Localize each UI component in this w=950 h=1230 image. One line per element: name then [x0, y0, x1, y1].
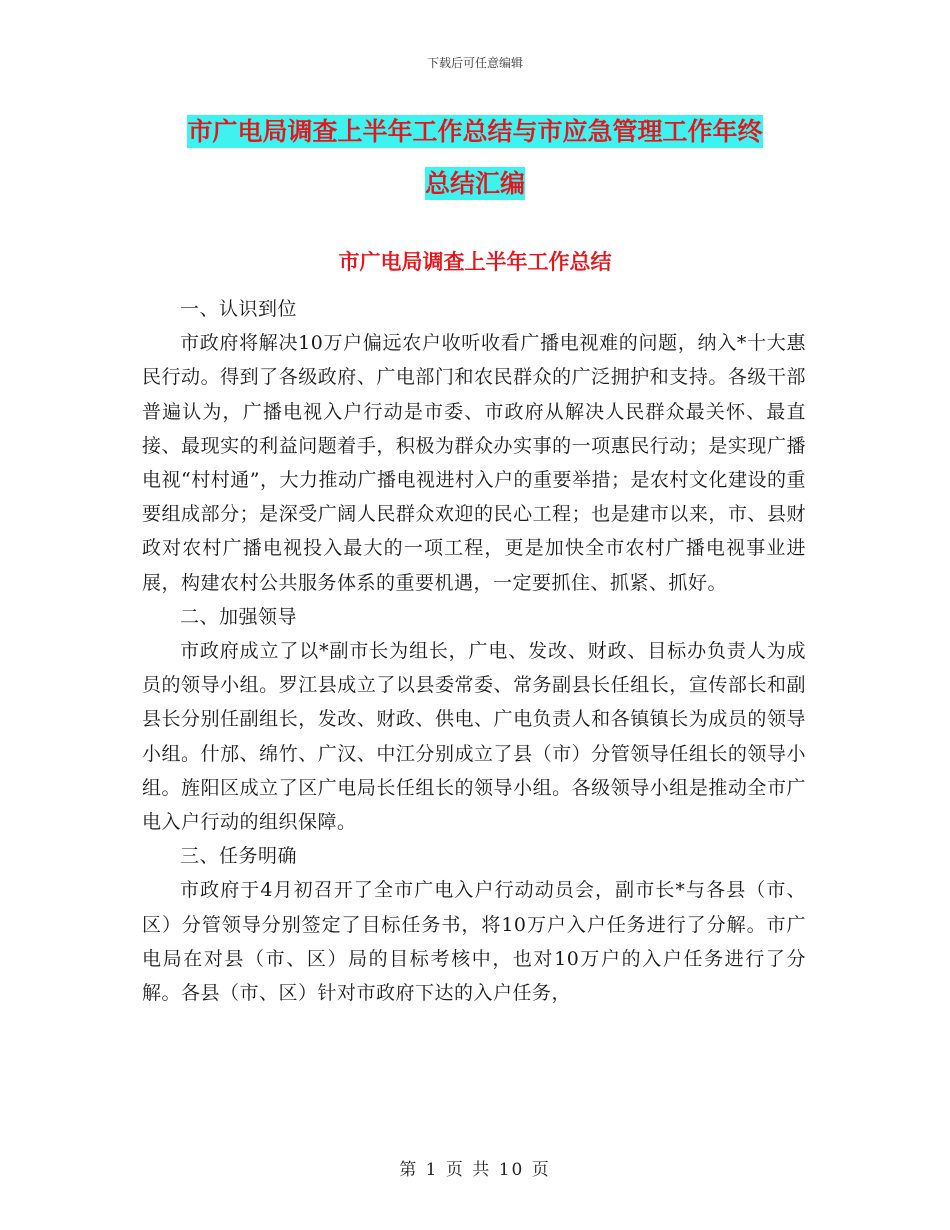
page-number-footer: 第 1 页 共 10 页: [399, 1160, 551, 1180]
document-body: [142, 292, 806, 1010]
heading-tasks: 三、任务明确: [180, 845, 298, 868]
paragraph-recognition: 市政府将解决10万户偏远农户收听收看广播电视难的问题，纳入*十大惠民行动。得到了各级政府、广电部门和农民群众的广泛拥护和支持。各级干部普遍认为，广播电视入户行动是市委、市政府从解决人民群众最关怀、最直接、最现实的利益问题着手，积极为群众办实事的一项惠民行动；是实现广播电视“村村通”，大力推动广播电视进村入户的重要举措；是农村文化建设的重要组成部分；是深受广阔人民群众欢迎的民心工程；也是建市以来，市、县财政对农村广播电视投入最大的一项工程，更是加快全市农村广播电视事业进展，构建农村公共服务体系的重要机遇，一定要抓住、抓紧、抓好。: [142, 332, 806, 594]
paragraph-leadership: 市政府成立了以*副市长为组长，广电、发改、财政、目标办负责人为成员的领导小组。罗江县成立了以县委常委、常务副县长任组长，宣传部长和副县长分别任副组长，发改、财政、供电、广电负责人和各镇镇长为成员的领导小组。什邡、绵竹、广汉、中江分别成立了县（市）分管领导任组长的领导小组。旌阳区成立了区广电局长任组长的领导小组。各级领导小组是推动全市广电入户行动的组织保障。: [142, 640, 806, 834]
heading-recognition: 一、认识到位: [180, 298, 298, 320]
document-title-line-2: 总结汇编: [424, 169, 525, 198]
section-title: 市广电局调查上半年工作总结: [338, 250, 612, 274]
document-title-line-1: 市广电局调查上半年工作总结与市应急管理工作年终: [187, 117, 763, 146]
document-title: [140, 106, 810, 210]
paragraph-tasks: 市政府于4月初召开了全市广电入户行动动员会，副市长*与各县（市、区）分管领导分别签定了目标任务书，将10万户入户任务进行了分解。市广电局在对县（市、区）局的目标考核中，也对10万户的入户任务进行了分解。各县（市、区）针对市政府下达的入户任务，: [142, 879, 806, 1005]
heading-leadership: 二、加强领导: [180, 605, 298, 628]
page-header-note: 下载后可任意编辑: [426, 56, 523, 70]
